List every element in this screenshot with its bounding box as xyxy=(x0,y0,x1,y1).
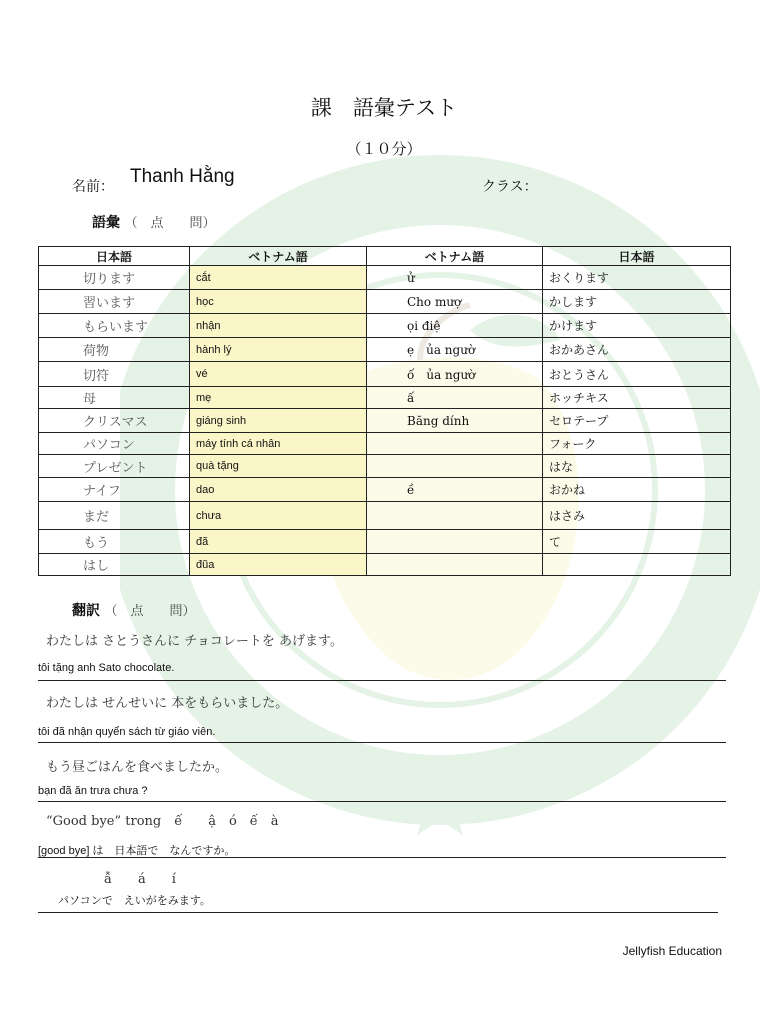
vocab-row xyxy=(39,530,731,554)
answer-line xyxy=(38,857,726,858)
col-header-vietnamese-2: ベトナム語 xyxy=(367,247,543,266)
vocab-label: 語彙 xyxy=(92,215,120,231)
vocab-japanese-cell: パソコン xyxy=(39,433,190,455)
vocab-score: （ 点 問） xyxy=(124,216,216,231)
vocab-japanese-cell: 荷物 xyxy=(39,338,190,362)
translation-question: わたしは さとうさんに チョコレートを あげます。 xyxy=(46,634,343,649)
vocab-japanese-answer[interactable]: おとうさん xyxy=(543,362,731,387)
vocab-vietnamese-answer[interactable]: đũa xyxy=(190,554,367,576)
vocab-vietnamese-answer[interactable]: đã xyxy=(190,530,367,554)
vocab-vietnamese-cell: ề xyxy=(367,478,543,502)
vocab-japanese-cell: 切符 xyxy=(39,362,190,387)
vocab-vietnamese-answer[interactable]: cắt xyxy=(190,266,367,290)
vocab-japanese-answer[interactable]: て xyxy=(543,530,731,554)
vocab-vietnamese-cell: Băng dính xyxy=(367,409,543,433)
translation-answer[interactable]: [good bye] は 日本語で なんですか。 xyxy=(38,845,236,857)
vocab-row xyxy=(39,362,731,387)
vocab-vietnamese-answer[interactable]: vé xyxy=(190,362,367,387)
name-label: 名前： xyxy=(72,179,114,195)
vocab-vietnamese-answer[interactable]: máy tính cá nhân xyxy=(190,433,367,455)
vocab-row xyxy=(39,387,731,409)
answer-line xyxy=(38,680,726,681)
answer-line xyxy=(38,801,726,802)
translation-question: “Good bye” trong ế ậ ó ế à xyxy=(46,814,279,829)
translation-question: ẫ á í xyxy=(104,872,176,887)
vocab-japanese-answer[interactable]: おかね xyxy=(543,478,731,502)
vocab-vietnamese-answer[interactable]: dao xyxy=(190,478,367,502)
vocab-japanese-cell: ナイフ xyxy=(39,478,190,502)
vocab-japanese-answer[interactable]: おかあさん xyxy=(543,338,731,362)
vocab-japanese-answer[interactable]: おくります xyxy=(543,266,731,290)
vocab-japanese-cell: まだ xyxy=(39,502,190,530)
answer-line xyxy=(38,742,726,743)
vocab-vietnamese-answer[interactable]: hành lý xyxy=(190,338,367,362)
vocab-japanese-cell: もらいます xyxy=(39,314,190,338)
vocab-vietnamese-answer[interactable]: nhận xyxy=(190,314,367,338)
col-header-japanese: 日本語 xyxy=(39,247,190,266)
vocab-japanese-answer[interactable]: フォーク xyxy=(543,433,731,455)
vocab-vietnamese-answer[interactable]: mẹ xyxy=(190,387,367,409)
vocab-vietnamese-answer[interactable]: giáng sinh xyxy=(190,409,367,433)
vocab-row xyxy=(39,433,731,455)
vocab-japanese-answer[interactable]: かけます xyxy=(543,314,731,338)
vocab-japanese-answer[interactable]: はな xyxy=(543,455,731,478)
vocab-japanese-answer[interactable]: かします xyxy=(543,290,731,314)
vocab-japanese-cell: プレゼント xyxy=(39,455,190,478)
col-header-vietnamese: ベトナム語 xyxy=(190,247,367,266)
vocab-row xyxy=(39,455,731,478)
test-duration: （１０分） xyxy=(346,140,422,158)
translation-answer[interactable]: パソコンで えいがをみます。 xyxy=(58,895,211,907)
vocab-vietnamese-cell: ấ xyxy=(367,387,543,409)
vocab-vietnamese-answer[interactable]: chưa xyxy=(190,502,367,530)
footer-brand: Jellyfish Education xyxy=(622,944,722,958)
page-title: 課 語彙テスト xyxy=(310,96,458,120)
vocab-japanese-cell: はし xyxy=(39,554,190,576)
vocab-japanese-cell: 母 xyxy=(39,387,190,409)
vocab-row xyxy=(39,266,731,290)
translation-score: （ 点 問） xyxy=(104,604,196,619)
vocab-vietnamese-cell xyxy=(367,530,543,554)
vocab-row xyxy=(39,290,731,314)
translation-answer[interactable]: bạn đã ăn trưa chưa ? xyxy=(38,785,148,797)
vocab-vietnamese-cell xyxy=(367,455,543,478)
translation-label: 翻訳 xyxy=(72,603,100,619)
vocab-vietnamese-cell xyxy=(367,554,543,576)
vocab-japanese-cell: 切ります xyxy=(39,266,190,290)
vocab-vietnamese-answer[interactable]: học xyxy=(190,290,367,314)
vocab-vietnamese-cell xyxy=(367,502,543,530)
vocab-japanese-answer[interactable] xyxy=(543,554,731,576)
vocab-japanese-cell: もう xyxy=(39,530,190,554)
vocab-row xyxy=(39,554,731,576)
col-header-japanese-2: 日本語 xyxy=(543,247,731,266)
vocab-row xyxy=(39,409,731,433)
vocab-table xyxy=(38,246,731,576)
translation-answer[interactable]: tôi đã nhận quyển sách từ giáo viên. xyxy=(38,726,216,738)
vocab-section-heading xyxy=(92,212,215,232)
translation-section-heading xyxy=(72,600,195,620)
vocab-row xyxy=(39,338,731,362)
vocab-vietnamese-cell: ố ủa ngườ xyxy=(367,362,543,387)
name-value[interactable]: Thanh Hằng xyxy=(130,166,235,187)
translation-question: わたしは せんせいに 本をもらいました。 xyxy=(46,696,289,711)
translation-answer[interactable]: tôi tặng anh Sato chocolate. xyxy=(38,662,175,674)
vocab-vietnamese-cell: ọi điệ xyxy=(367,314,543,338)
vocab-japanese-answer[interactable]: はさみ xyxy=(543,502,731,530)
vocab-japanese-cell: クリスマス xyxy=(39,409,190,433)
vocab-japanese-answer[interactable]: ホッチキス xyxy=(543,387,731,409)
vocab-row xyxy=(39,478,731,502)
vocab-row xyxy=(39,502,731,530)
vocab-vietnamese-cell: ử xyxy=(367,266,543,290)
vocab-vietnamese-cell: Cho mượ xyxy=(367,290,543,314)
vocab-row xyxy=(39,314,731,338)
vocab-header-row xyxy=(39,247,731,266)
answer-line xyxy=(38,912,718,913)
vocab-japanese-answer[interactable]: セロテープ xyxy=(543,409,731,433)
translation-question: もう昼ごはんを食べましたか。 xyxy=(46,760,229,775)
class-label: クラス： xyxy=(482,179,538,195)
vocab-japanese-cell: 習います xyxy=(39,290,190,314)
vocab-vietnamese-cell xyxy=(367,433,543,455)
vocab-vietnamese-cell: ẹ ủa ngườ xyxy=(367,338,543,362)
vocab-vietnamese-answer[interactable]: quà tặng xyxy=(190,455,367,478)
